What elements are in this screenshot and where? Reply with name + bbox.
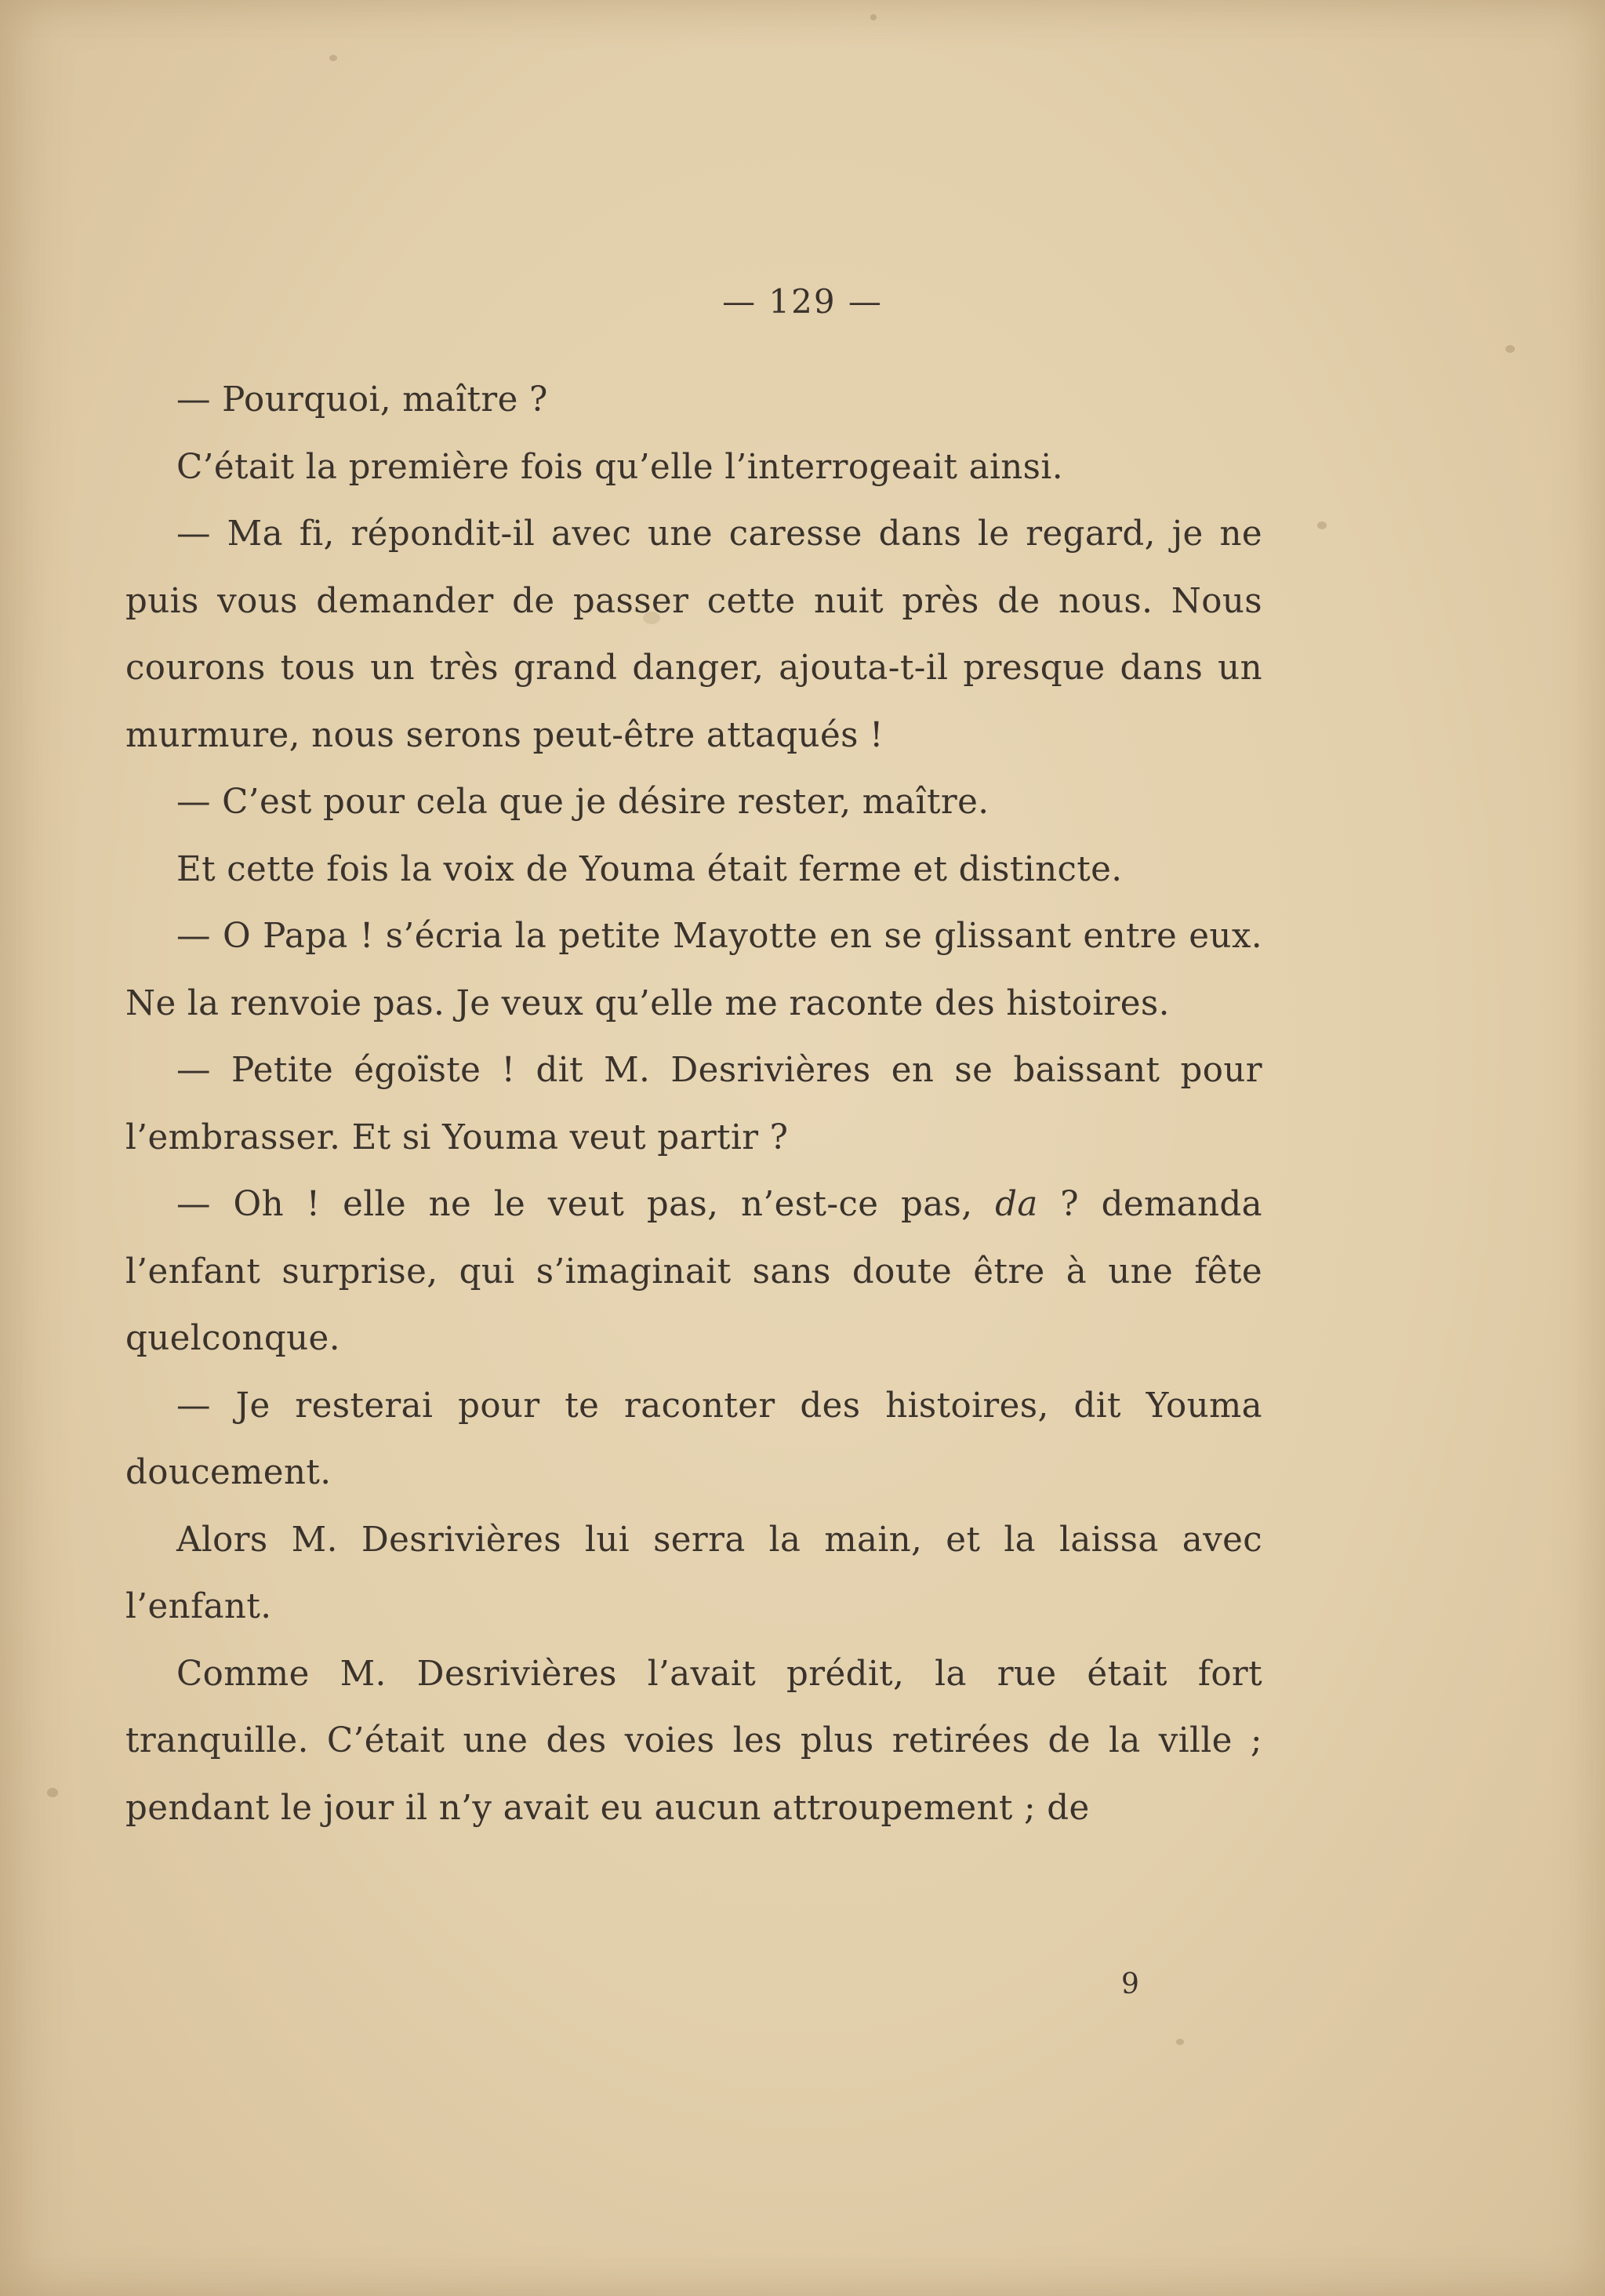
paper-speck <box>1176 2039 1184 2045</box>
paper-speck <box>329 55 337 61</box>
paragraph: — O Papa ! s’écria la petite Mayotte en se glissant entre eux. Ne la renvoie pas. Je veux qu’elle me raconte des histoires. <box>125 917 1262 1023</box>
paragraph: Comme M. Desrivières l’avait prédit, la rue était fort tranquille. C’était une des voies les plus retirées de la ville ; pendant le jour il n’y avait eu aucun attroupement ; de <box>125 1654 1262 1828</box>
paragraph-text: — Oh ! elle ne le veut pas, n’est-ce pas, <box>176 1185 996 1224</box>
paper-speck <box>1317 521 1327 529</box>
paragraph <box>125 1172 1262 1373</box>
paragraph: Alors M. Desrivières lui serra la main, et la laissa avec l’enfant. <box>125 1520 1262 1626</box>
italic-word: da <box>995 1185 1038 1224</box>
paragraph-text: ? demanda l’enfant surprise, qui s’imaginait sans doute être à une fête quelconque. <box>125 1185 1262 1358</box>
paragraph: Et cette fois la voix de Youma était ferme et distincte. <box>176 849 1123 889</box>
page-number-header: — 129 — <box>722 282 883 321</box>
paper-speck <box>1505 345 1515 353</box>
paragraph: — Petite égoïste ! dit M. Desrivières en se baissant pour l’embrasser. Et si Youma veut partir ? <box>125 1051 1262 1157</box>
paragraph: — Ma fi, répondit-il avec une caresse dans le regard, je ne puis vous demander de passer cette nuit près de nous. Nous courons tous un très grand danger, ajouta-t-il presque dans un murmure, nous serons peut-être attaqués ! <box>125 514 1262 755</box>
paragraph: — C’est pour cela que je désire rester, maître. <box>176 783 990 822</box>
signature-mark: 9 <box>1121 1968 1139 2000</box>
paper-speck <box>47 1788 58 1797</box>
paper-speck <box>870 14 877 20</box>
paragraph: — Pourquoi, maître ? <box>176 380 548 420</box>
body-text <box>125 367 1262 1842</box>
paragraph: C’était la première fois qu’elle l’interrogeait ainsi. <box>176 447 1063 487</box>
paragraph: — Je resterai pour te raconter des histoires, dit Youma doucement. <box>125 1386 1262 1492</box>
